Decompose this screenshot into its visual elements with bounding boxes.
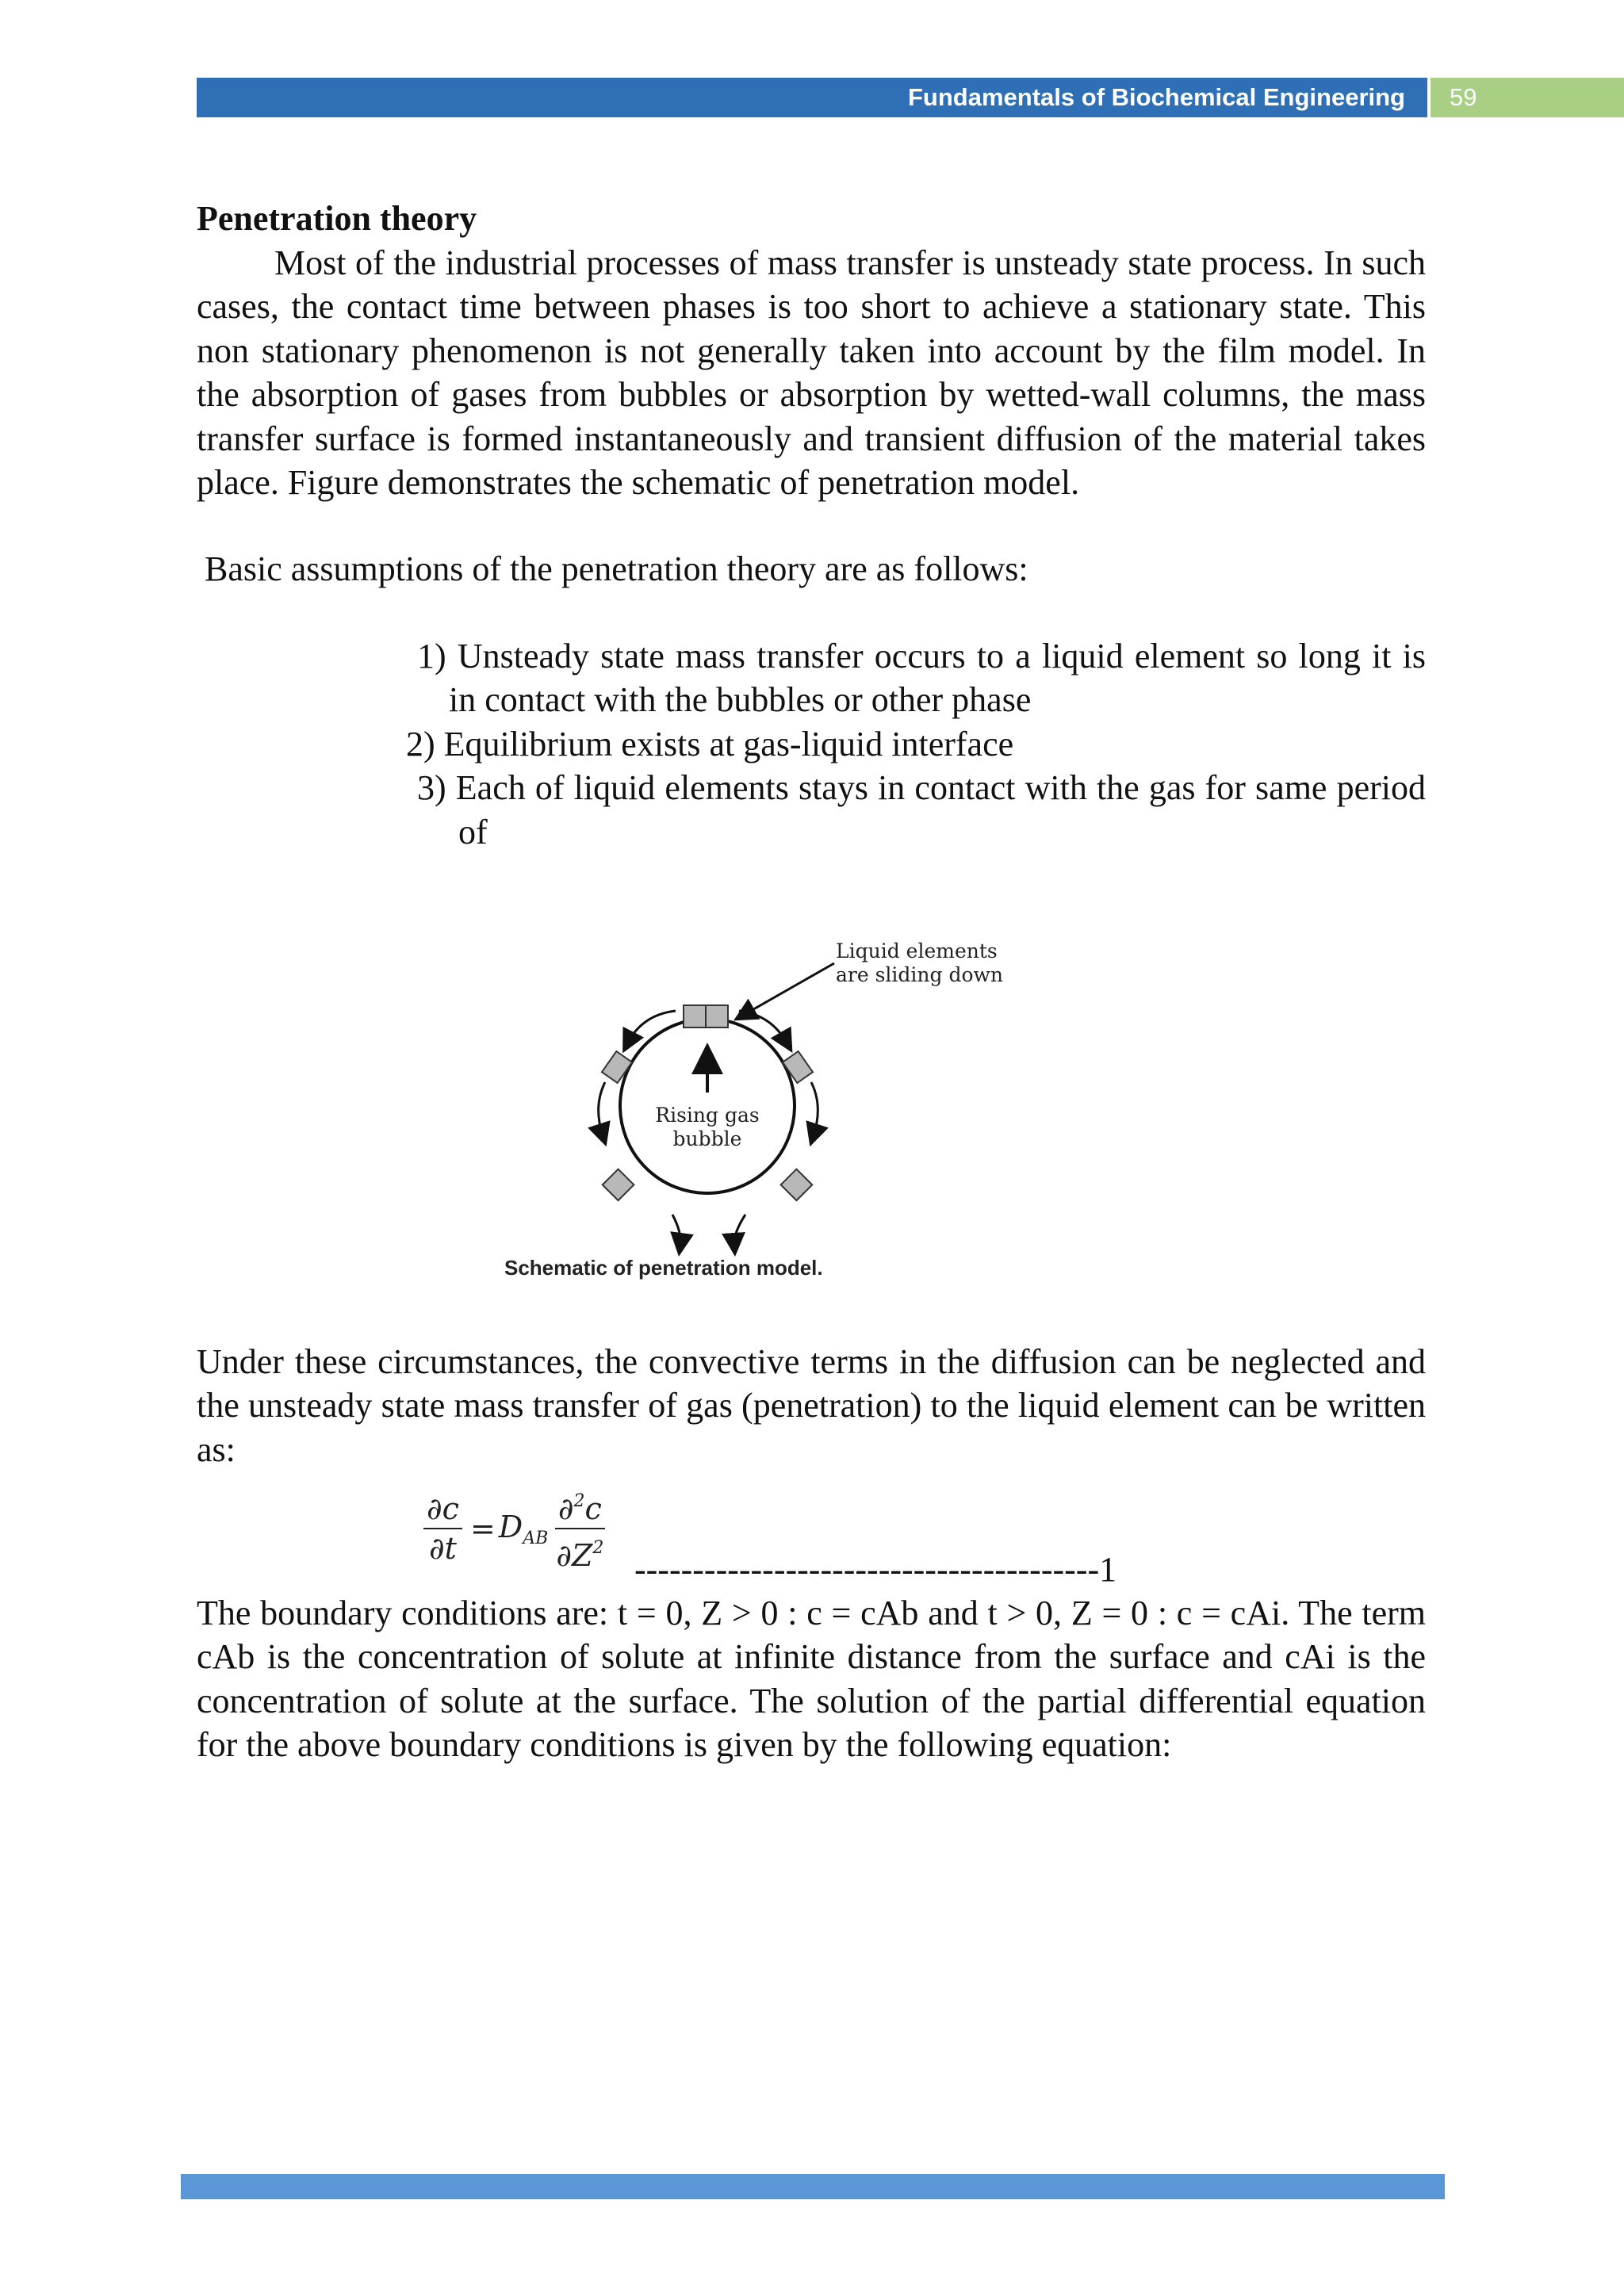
liquid-element-bottom-right — [781, 1169, 813, 1201]
equation-equals: = — [469, 1511, 496, 1546]
header-bar — [197, 78, 1427, 117]
equation-coefficient-symbol: D — [498, 1509, 523, 1544]
assumptions-list — [406, 634, 1426, 854]
equation-rhs-num-var: c — [584, 1491, 602, 1526]
page-number: 59 — [1450, 83, 1477, 111]
equation-rhs-fraction — [553, 1484, 607, 1573]
penetration-model-figure — [492, 912, 1047, 1292]
label-liquid-line1: Liquid elements — [836, 939, 998, 962]
equation-rhs-denominator — [553, 1529, 607, 1573]
boundary-paragraph: The boundary conditions are: t = 0, Z > 0 : c = cAb and t > 0, Z = 0 : c = cAi. The term cAb is the concentration of solute at infinite distance from the surface and cAi is the concentration of solute at the surface. The solution of the partial differential equation for the above boundary conditions is given by the following equation: — [197, 1594, 1426, 1765]
circumstances-paragraph: Under these circumstances, the convective terms in the diffusion can be neglected and the unsteady state mass transfer of gas (penetration) to the liquid element can be written as: — [197, 1342, 1426, 1469]
equation-lhs-fraction — [423, 1491, 462, 1566]
footer-bar — [181, 2174, 1445, 2199]
figure-caption: Schematic of penetration model. — [504, 1256, 823, 1280]
equation-rhs-num-partial: ∂ — [557, 1491, 574, 1526]
arrow-bottom-right — [734, 1215, 745, 1245]
equation-rhs-num-sup: 2 — [573, 1491, 585, 1511]
equation-rhs-numerator — [555, 1484, 605, 1529]
equation-coefficient-subscript: AB — [523, 1528, 549, 1548]
assumption-item — [406, 634, 1426, 722]
equation-rhs-den-sup: 2 — [592, 1538, 604, 1558]
label-pointer-arrow — [744, 963, 834, 1015]
assumption-text: 1) Unsteady state mass transfer occurs to a liquid element so long it is in contact with the bubbles or other phase — [417, 637, 1426, 720]
assumptions-intro: Basic assumptions of the penetration theory are as follows: — [205, 549, 1028, 588]
equation-lhs-numerator: ∂c — [423, 1491, 462, 1529]
page-number-box — [1431, 78, 1624, 117]
equation-number-line: ----------------------------------------1 — [634, 1550, 1117, 1589]
assumption-text: 2) Equilibrium exists at gas-liquid interface — [406, 724, 1014, 763]
equation-lhs-denominator: ∂t — [429, 1531, 457, 1566]
label-bubble-line2: bubble — [672, 1127, 742, 1150]
section-title: Penetration theory — [197, 199, 477, 238]
label-bubble-line1: Rising gas — [655, 1104, 760, 1127]
running-header-title: Fundamentals of Biochemical Engineering — [908, 83, 1405, 111]
assumption-item — [406, 722, 1426, 766]
arrow-left — [599, 1082, 605, 1135]
diffusion-equation — [419, 1484, 611, 1573]
arrow-right — [811, 1082, 818, 1135]
assumption-item — [406, 766, 1426, 854]
equation-rhs-den-text: ∂Z — [556, 1538, 593, 1573]
equation-coefficient — [499, 1510, 549, 1548]
liquid-element-bottom-left — [603, 1169, 634, 1201]
arrow-bottom-left — [672, 1215, 680, 1245]
label-liquid-line2: are sliding down — [836, 963, 1004, 986]
assumption-text: 3) Each of liquid elements stays in contact with the gas for same period of — [417, 768, 1426, 851]
liquid-element-top — [684, 1005, 728, 1027]
intro-paragraph: Most of the industrial processes of mass transfer is unsteady state process. In such cases, the contact time between phases is too short to achieve a stationary state. This non stationary phenomenon is not generally taken into account by the film model. In the absorption of gases from bubbles or absorption by wetted-wall columns, the mass transfer surface is formed instantaneously and transient diffusion of the material takes place. Figure demonstrates the schematic of penetration model. — [197, 243, 1426, 503]
